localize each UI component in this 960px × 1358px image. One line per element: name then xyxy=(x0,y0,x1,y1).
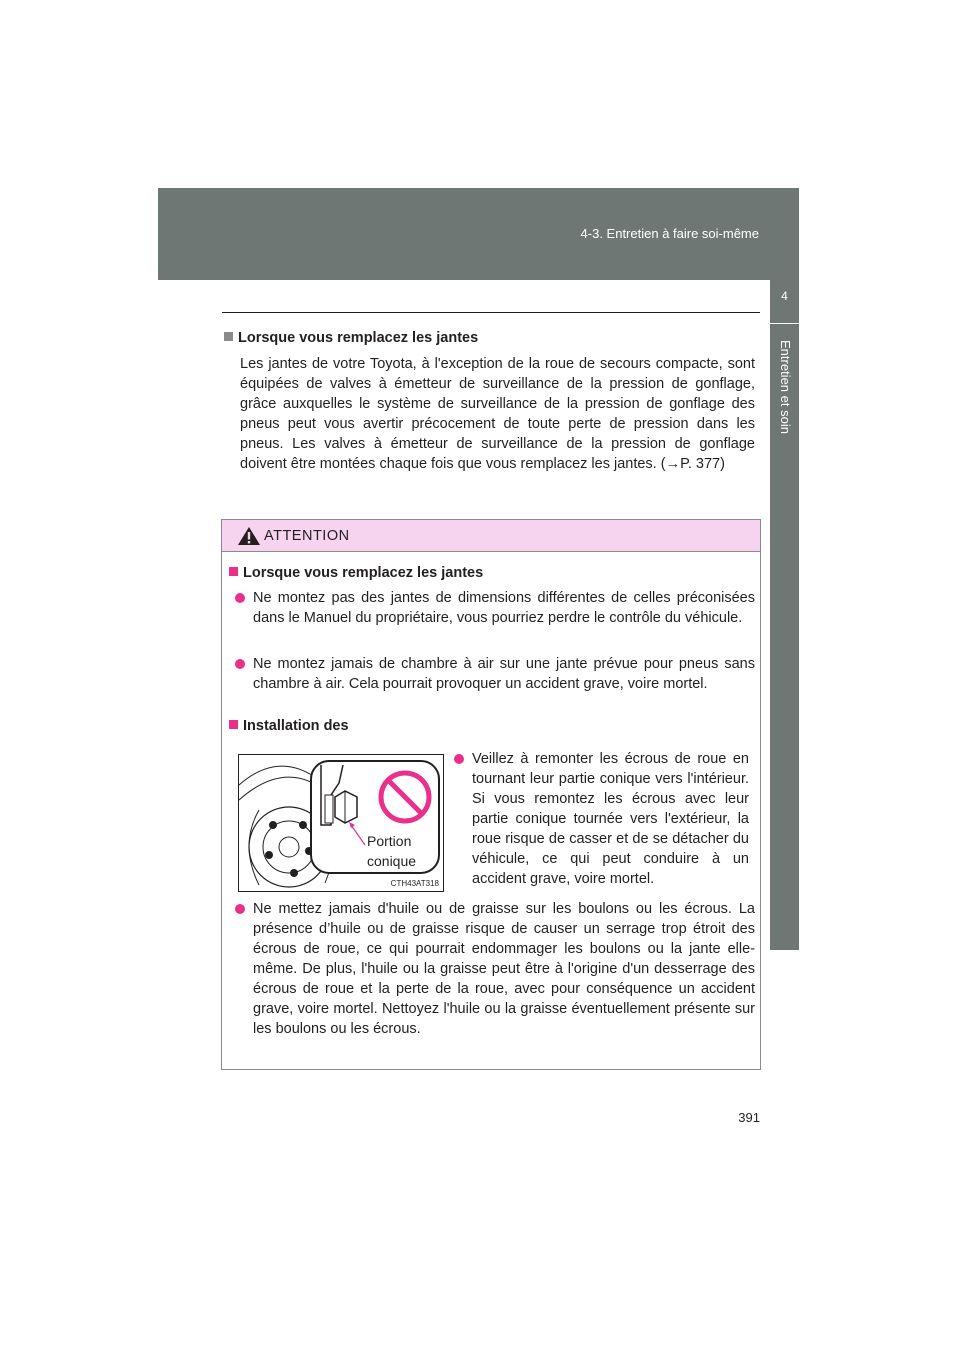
square-bullet-icon xyxy=(229,720,238,729)
chapter-number: 4 xyxy=(781,289,788,303)
warning-bullet-size xyxy=(235,588,755,628)
figure-label-portion: Portion xyxy=(367,833,412,849)
chapter-title: Entretien et soin xyxy=(777,340,793,434)
top-rule xyxy=(222,312,760,313)
warning-box xyxy=(221,519,761,1070)
section-paragraph: Les jantes de votre Toyota, à l'exception de la roue de secours compacte, sont équipées de valves à émetteur de surveillance de la pression de gonflage, grâce auxquelles le système de surveillance de la pression de gonflage des pneus peut vous avertir précocement de toute perte de pression dans les pneus. Les valves à émetteur de surveillance de la pression de gonflage doivent être montées chaque fois que vous remplacez les jantes. (→P. 377) xyxy=(240,356,755,472)
warning-bullet-oil xyxy=(235,899,755,1039)
warning-heading-install xyxy=(229,718,349,734)
section-heading-text: Lorsque vous remplacez les jantes xyxy=(238,330,479,346)
warning-bullet-nuts xyxy=(454,749,749,889)
chapter-tab xyxy=(770,280,799,950)
square-bullet-icon xyxy=(229,567,238,576)
warning-heading-install-text: Installation des xyxy=(243,718,349,734)
section-heading xyxy=(224,330,478,346)
chapter-title-wrap xyxy=(770,340,799,700)
warning-heading-rims-text: Lorsque vous remplacez les jantes xyxy=(243,565,484,581)
dot-bullet-icon xyxy=(235,593,245,603)
dot-bullet-icon xyxy=(454,754,464,764)
warning-bullet-nuts-text: Veillez à remonter les écrous de roue en tournant leur partie conique vers l'intérieur. Si vous remontez les écrous avec leur partie conique tournée vers l'extérieur, la roue risque de casser et de se détacher du véhicule, ce qui peut conduire à un accident grave, voire mortel. xyxy=(472,751,749,887)
dot-bullet-icon xyxy=(235,659,245,669)
wheel-nut-figure xyxy=(238,754,444,892)
page-number: 391 xyxy=(738,1110,760,1125)
warning-bullet-size-text: Ne montez pas des jantes de dimensions différentes de celles préconisées dans le Manuel du propriétaire, vous pourriez perdre le contrôle du véhicule. xyxy=(253,590,755,626)
square-bullet-icon xyxy=(224,332,233,341)
warning-triangle-icon xyxy=(237,526,261,546)
figure-label-conique: conique xyxy=(367,853,417,869)
figure-code: CTH43AT318 xyxy=(390,879,439,888)
warning-bullet-tube-text: Ne montez jamais de chambre à air sur une jante prévue pour pneus sans chambre à air. Cela pourrait provoquer un accident grave, voire mortel. xyxy=(253,656,755,692)
warning-title: ATTENTION xyxy=(264,528,350,544)
wheel-nut-illustration xyxy=(239,755,444,892)
warning-header xyxy=(222,520,760,552)
warning-bullet-tube xyxy=(235,654,755,694)
header-band xyxy=(158,188,799,280)
chapter-number-box xyxy=(770,280,799,324)
warning-bullet-oil-text: Ne mettez jamais d'huile ou de graisse sur les boulons ou les écrous. La présence d’huile ou de graisse risque de causer un serrage trop étroit des écrous de roue, ce qui pourrait endommager les boulons ou la jante elle-même. De plus, l'huile ou la graisse peut être à l'origine d'un desserrage des écrous de roue et la perte de la roue, avec pour conséquence un accident grave, voire mortel. Nettoyez l'huile ou la graisse éventuellement présente sur les boulons ou les écrous. xyxy=(253,901,755,1037)
section-title: 4-3. Entretien à faire soi-même xyxy=(580,226,759,241)
warning-heading-rims xyxy=(229,565,483,581)
dot-bullet-icon xyxy=(235,904,245,914)
